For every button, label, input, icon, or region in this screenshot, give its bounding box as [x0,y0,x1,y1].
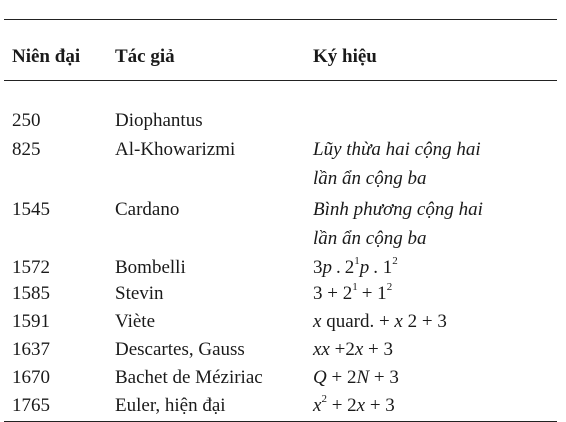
row-author: Viète [115,311,156,332]
row-year: 250 [12,110,41,131]
row-author: Bombelli [115,257,186,278]
header-year: Niên đại [12,46,81,67]
row-author: Al-Khowarizmi [115,139,236,160]
row-notation-line: lần ẩn cộng ba [313,168,427,189]
row-year: 1637 [12,339,50,360]
row-year: 1585 [12,283,50,304]
row-notation: 3p . $2^1p$ . $1^2$ [313,255,398,278]
row-author: Bachet de Méziriac [115,367,263,388]
row-notation: $x^2 + 2x + 3$ [313,393,395,416]
row-notation-line: Lũy thừa hai cộng hai [313,139,481,160]
table-top-rule [4,19,557,20]
row-notation: Q + 2N + 3 [313,367,399,388]
header-notation: Ký hiệu [313,46,377,67]
row-author: Stevin [115,283,164,304]
header-author: Tác giả [115,46,175,67]
row-notation: xx +2x + 3 [313,339,393,360]
row-notation: x quard. + x 2 + 3 [313,311,447,332]
header-rule [4,80,557,81]
row-year: 825 [12,139,41,160]
row-year: 1572 [12,257,50,278]
row-notation-line: lần ẩn cộng ba [313,228,427,249]
row-author: Euler, hiện đại [115,395,226,416]
row-notation: $3 + 2^1 + 1^2$ [313,281,393,304]
row-author: Diophantus [115,110,203,131]
row-notation-line: Bình phương cộng hai [313,199,483,220]
row-year: 1591 [12,311,50,332]
row-author: Cardano [115,199,180,220]
row-year: 1670 [12,367,50,388]
row-year: 1545 [12,199,50,220]
row-year: 1765 [12,395,50,416]
row-author: Descartes, Gauss [115,339,245,360]
